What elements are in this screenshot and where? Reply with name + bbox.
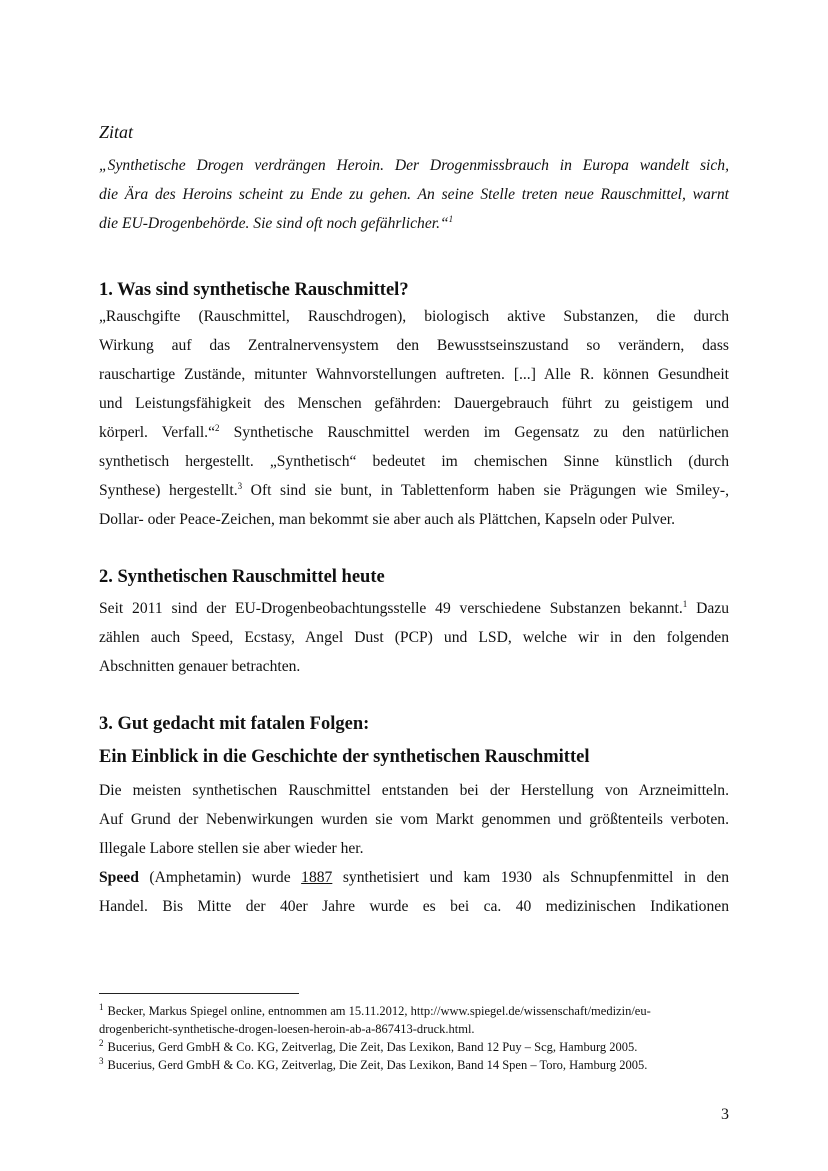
text-segment: Synthese) hergestellt. [99, 482, 238, 499]
text-line: und Leistungsfähigkeit des Menschen gefährden: Dauergebrauch führt zu geistigem und [99, 395, 729, 412]
text-line: Handel. Bis Mitte der 40er Jahre wurde es bei ca. 40 medizinischen Indikationen [99, 898, 729, 915]
text-segment: Dazu [687, 600, 729, 617]
bold-term: Speed [99, 869, 139, 886]
section3-subheading: Ein Einblick in die Geschichte der synthetischen Rauschmittel [99, 747, 590, 767]
section3-paragraph [99, 776, 729, 921]
text-line: Illegale Labore stellen sie aber wieder her. [99, 840, 364, 857]
text-line: rauschartige Zustände, mitunter Wahnvorstellungen auftreten. [...] Alle R. können Gesundheit [99, 366, 729, 383]
text-segment: synthetisiert und kam 1930 als Schnupfenmittel in den [332, 869, 729, 886]
text-line: Wirkung auf das Zentralnervensystem den Bewusstseinszustand so verändern, dass [99, 337, 729, 354]
footnote-text: Bucerius, Gerd GmbH & Co. KG, Zeitverlag, Die Zeit, Das Lexikon, Band 14 Spen – Toro, Hamburg 2005. [107, 1058, 648, 1072]
section2-heading: 2. Synthetischen Rauschmittel heute [99, 567, 385, 587]
section1-heading: 1. Was sind synthetische Rauschmittel? [99, 280, 409, 300]
text-line-with-ref [99, 418, 729, 447]
text-line: Die meisten synthetischen Rauschmittel entstanden bei der Herstellung von Arzneimitteln. [99, 782, 729, 799]
text-line: „Rauschgifte (Rauschmittel, Rauschdrogen), biologisch aktive Substanzen, die durch [99, 308, 729, 325]
footnote-3 [99, 1056, 739, 1074]
footnote-ref: 1 [448, 213, 454, 224]
text-line-speed [99, 863, 729, 892]
text-line: synthetisch hergestellt. „Synthetisch“ bedeutet im chemischen Sinne künstlich (durch [99, 453, 729, 470]
footnote-2 [99, 1038, 739, 1056]
section3-heading: 3. Gut gedacht mit fatalen Folgen: [99, 714, 370, 734]
text-line: Dollar- oder Peace-Zeichen, man bekommt sie aber auch als Plättchen, Kapseln oder Pulver. [99, 511, 676, 528]
footnote-number: 2 [99, 1037, 104, 1048]
text-segment: körperl. Verfall.“ [99, 424, 215, 441]
text-segment: Synthetische Rauschmittel werden im Gegensatz zu den natürlichen [219, 424, 729, 441]
text-segment: Seit 2011 sind der EU-Drogenbeobachtungsstelle 49 verschiedene Substanzen bekannt. [99, 600, 683, 617]
quote-line: „Synthetische Drogen verdrängen Heroin. Der Drogenmissbrauch in Europa wandelt sich, [99, 157, 729, 174]
footnote-ref: 3 [237, 480, 243, 491]
section1-paragraph [99, 302, 729, 534]
footnote-1 [99, 1002, 739, 1038]
quote-line: die EU-Drogenbehörde. Sie sind oft noch gefährlicher.“ [99, 215, 449, 232]
footnote-text: Becker, Markus Spiegel online, entnommen am 15.11.2012, http://www.spiegel.de/wissenschaft/medizin/eu- [107, 1004, 651, 1018]
text-line-with-ref [99, 476, 729, 505]
page-number: 3 [721, 1106, 729, 1123]
footnote-ref: 2 [215, 422, 220, 433]
footnote-separator [99, 993, 299, 994]
footnote-text: Bucerius, Gerd GmbH & Co. KG, Zeitverlag, Die Zeit, Das Lexikon, Band 12 Puy – Scg, Hamburg 2005. [107, 1040, 638, 1054]
quote-block [99, 151, 729, 238]
footnote-ref: 1 [682, 598, 688, 609]
quote-heading: Zitat [99, 122, 134, 142]
text-line: Abschnitten genauer betrachten. [99, 658, 301, 675]
text-line: Auf Grund der Nebenwirkungen wurden sie vom Markt genommen und größtenteils verboten. [99, 811, 729, 828]
underlined-year: 1887 [301, 869, 333, 886]
footnote-number: 1 [99, 1001, 104, 1012]
footnote-number: 3 [99, 1055, 104, 1066]
text-line-with-ref [99, 594, 729, 623]
footnote-text-cont: drogenbericht-synthetische-drogen-loesen-heroin-ab-a-867413-druck.html. [99, 1022, 475, 1036]
section2-paragraph [99, 594, 729, 681]
quote-line-last [99, 209, 729, 238]
text-segment: (Amphetamin) wurde [138, 869, 302, 886]
text-line: zählen auch Speed, Ecstasy, Angel Dust (PCP) und LSD, welche wir in den folgenden [99, 629, 729, 646]
text-segment: Oft sind sie bunt, in Tablettenform haben sie Prägungen wie Smiley-, [242, 482, 729, 499]
quote-line: die Ära des Heroins scheint zu Ende zu gehen. An seine Stelle treten neue Rauschmittel, warnt [99, 186, 729, 203]
